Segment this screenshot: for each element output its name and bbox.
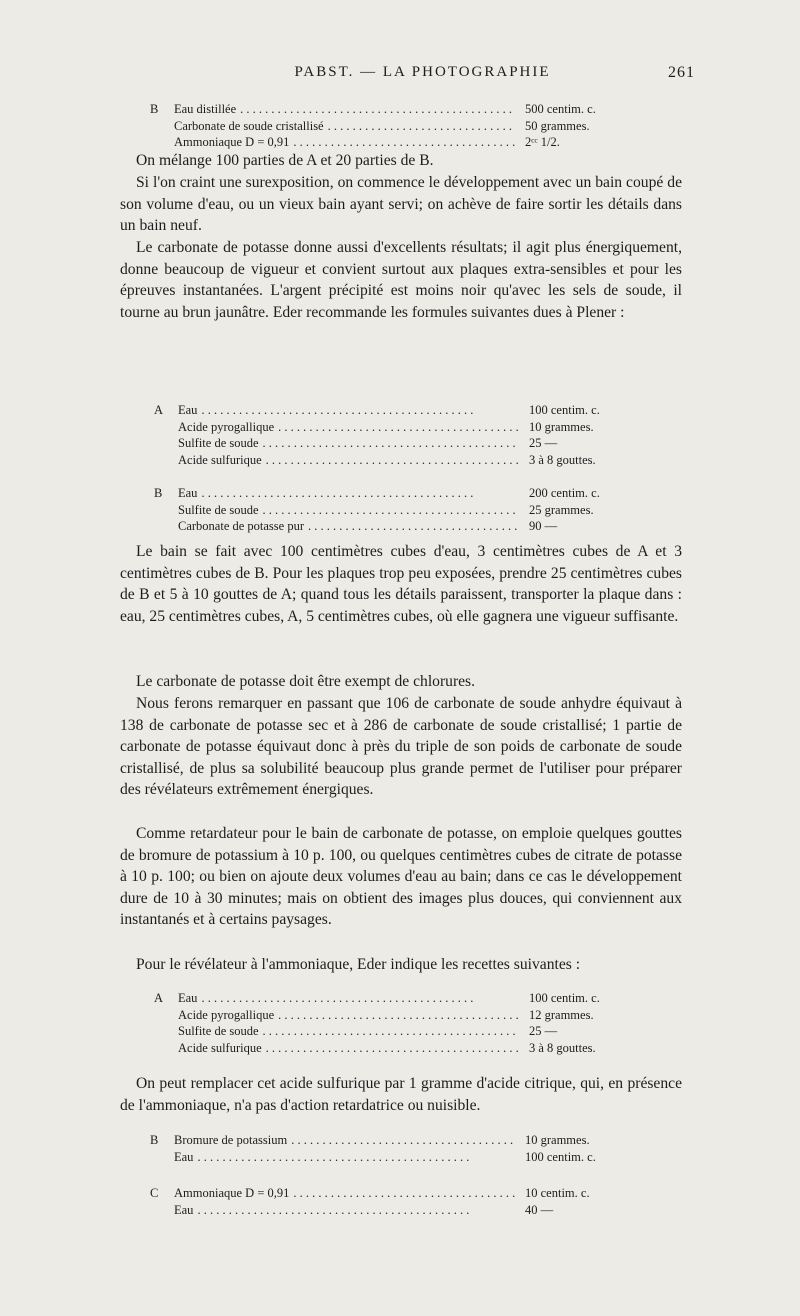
recipe-a-potasse (154, 402, 639, 468)
paragraph: Si l'on craint une surexposition, on commence le développement avec un bain coupé de son volume d'eau, ou un vieux bain ayant servi; on achève de faire sortir les détails dans un bain neuf. (120, 174, 682, 235)
recipe-line: Carbonate de potasse pur . . . 90 — (154, 518, 639, 535)
recipe-line: C Ammoniaque D = 0,91 . . . 10 centim. c. (150, 1185, 635, 1202)
running-header (150, 64, 695, 86)
paragraph: On mélange 100 parties de A et 20 parties de B. (136, 152, 434, 169)
recipe-line: Sulfite de soude . . . 25 — (154, 1023, 639, 1040)
paragraph: Nous ferons remarquer en passant que 106 de carbonate de soude anhydre équivaut à 138 de carbonate de potasse sec et à 286 de carbonate de soude cristallisé; 1 partie de carbonate de potasse équivaut donc à près du triple de son poids de carbonate de soude cristallisé, de plus sa solubilité beaucoup plus grande permet de l'utiliser pour préparer des révélateurs extrêmement énergiques. (120, 695, 682, 799)
recipe-b-bromure (150, 1132, 635, 1165)
recipe-line: A Eau . . . 100 centim. c. (154, 402, 639, 419)
recipe-line: Acide sulfurique . . . 3 à 8 gouttes. (154, 1040, 639, 1057)
recipe-line: B Eau distillée . . . 500 centim. c. (150, 101, 635, 118)
recipe-line: B Bromure de potassium . . . 10 grammes. (150, 1132, 635, 1149)
page-number: 261 (668, 64, 695, 81)
paragraph: Pour le révélateur à l'ammoniaque, Eder indique les recettes suivantes : (136, 956, 581, 973)
recipe-b-potasse (154, 485, 639, 535)
recipe-line: Carbonate de soude cristallisé . . . 50 grammes. (150, 118, 635, 135)
recipe-line: Sulfite de soude . . . 25 — (154, 435, 639, 452)
recipe-line: Sulfite de soude . . . 25 grammes. (154, 502, 639, 519)
paragraph: Le carbonate de potasse donne aussi d'excellents résultats; il agit plus énergiquement, donne beaucoup de vigueur et convient surtout aux plaques extra-sensibles et pour les épreuves instantanées. L'argent précipité est moins noir qu'avec les sels de soude, il tourne au brun jaunâtre. Eder recommande les formules suivantes dues à Plener : (120, 239, 682, 321)
recipe-line: Ammoniaque D = 0,91 . . . 2ᶜᶜ 1/2. (150, 134, 635, 151)
recipe-line: Acide pyrogallique . . . 12 grammes. (154, 1007, 639, 1024)
recipe-line: Acide sulfurique . . . 3 à 8 gouttes. (154, 452, 639, 469)
recipe-line: Eau . . . 40 — (150, 1202, 635, 1219)
recipe-a-ammoniaque (154, 990, 639, 1056)
recipe-c-ammoniaque (150, 1185, 635, 1218)
paragraph: On peut remplacer cet acide sulfurique par 1 gramme d'acide citrique, qui, en présence de l'ammoniaque, n'a pas d'action retardatrice ou nuisible. (120, 1075, 682, 1114)
recipe-line: B Eau . . . 200 centim. c. (154, 485, 639, 502)
recipe-line: A Eau . . . 100 centim. c. (154, 990, 639, 1007)
paragraph: Le bain se fait avec 100 centimètres cubes d'eau, 3 centimètres cubes de A et 3 centimètres cubes de B. Pour les plaques trop peu exposées, prendre 25 centimètres cubes de B et 5 à 10 gouttes de A; quand tous les détails paraissent, transporter la plaque dans : eau, 25 centimètres cubes, A, 5 centimètres cubes, où elle gagnera une vigueur suffisante. (120, 543, 682, 625)
running-title: PABST. — LA PHOTOGRAPHIE (294, 64, 551, 80)
recipe-b-soude (150, 101, 635, 151)
paragraph: Comme retardateur pour le bain de carbonate de potasse, on emploie quelques gouttes de bromure de potassium à 10 p. 100, ou quelques centimètres cubes de citrate de potasse à 10 p. 100; ou bien on ajoute deux volumes d'eau au bain; dans ce cas le développement dure de 10 à 30 minutes; mais on obtient des images plus douces, qui conviennent aux instantanés et à certains paysages. (120, 825, 682, 929)
recipe-line: Eau . . . 100 centim. c. (150, 1149, 635, 1166)
paragraph: Le carbonate de potasse doit être exempt de chlorures. (136, 673, 476, 690)
recipe-line: Acide pyrogallique . . . 10 grammes. (154, 419, 639, 436)
